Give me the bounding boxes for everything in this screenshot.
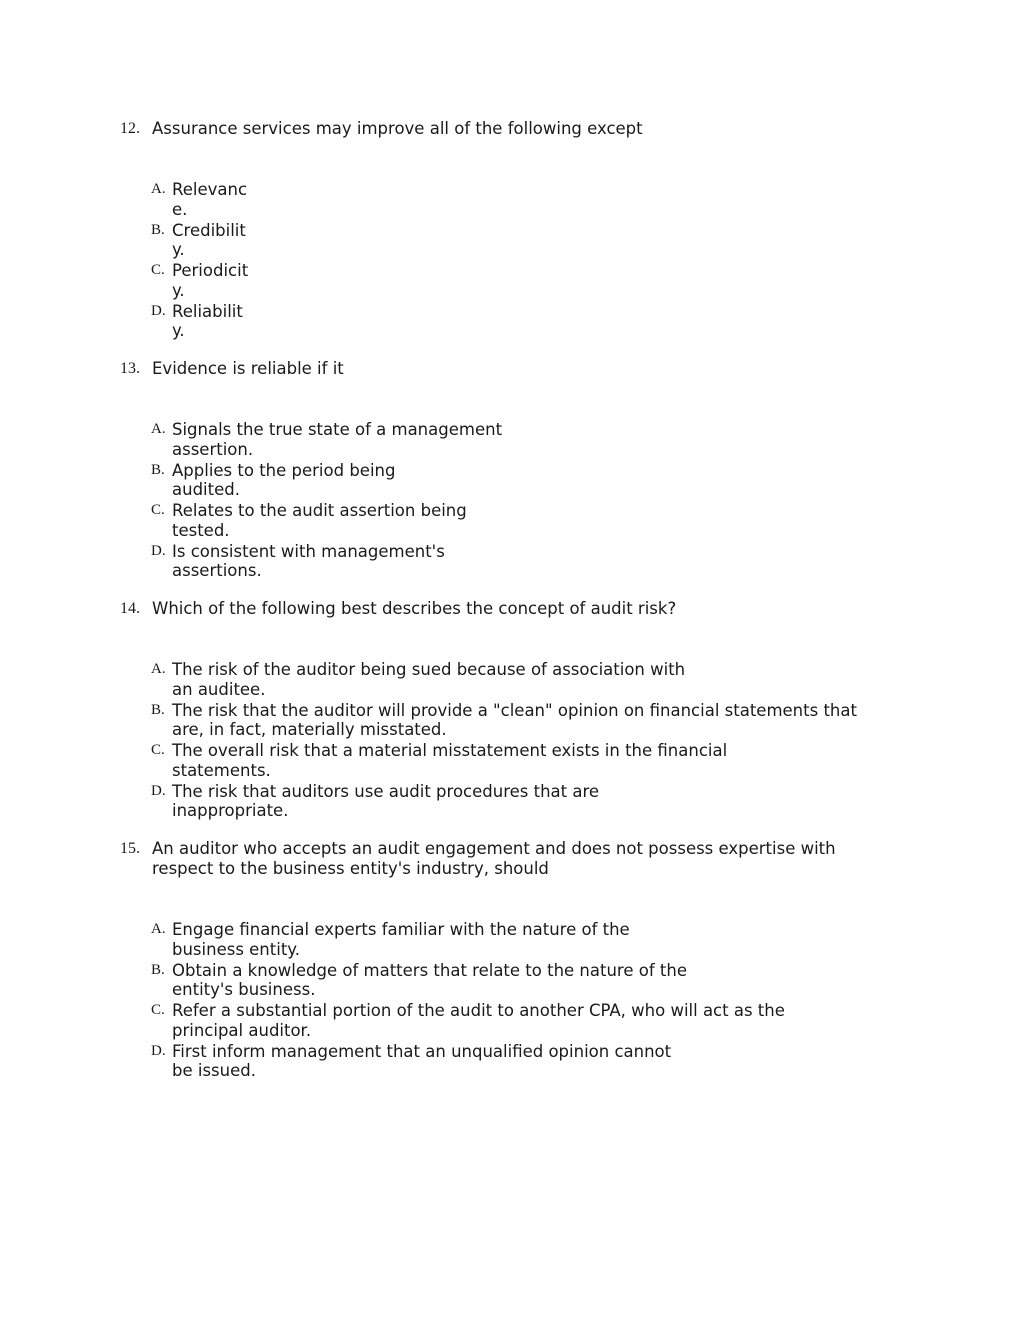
choice-b [151, 221, 880, 260]
choice-text: The overall risk that a material misstatement exists in the financial statements. [172, 741, 728, 780]
choice-text: Applies to the period being audited. [172, 460, 396, 499]
choice-letter: D. [151, 542, 166, 559]
answer-choices [151, 920, 880, 1081]
choice-text: Reliabilit y. [172, 301, 243, 340]
choice-letter: B. [151, 461, 165, 478]
choice-c [151, 741, 880, 780]
choice-b [151, 461, 880, 500]
choice-text: Credibilit y. [172, 220, 246, 259]
choice-a [151, 420, 880, 459]
question-12 [120, 119, 880, 342]
choice-letter: D. [151, 302, 166, 319]
question-13 [120, 359, 880, 582]
choice-text: Engage financial experts familiar with the nature of the business entity. [172, 920, 630, 959]
question-text: Evidence is reliable if it [152, 359, 344, 378]
choice-a [151, 660, 880, 699]
choice-c [151, 261, 880, 300]
question-14 [120, 599, 880, 822]
choice-letter: C. [151, 262, 165, 278]
question-number: 12. [120, 120, 140, 137]
choice-letter: C. [151, 502, 165, 518]
choice-letter: B. [151, 221, 165, 238]
answer-choices [151, 660, 880, 821]
question-text: Assurance services may improve all of the following except [152, 119, 643, 138]
choice-text: Is consistent with management's assertions. [172, 541, 445, 580]
question-stem [120, 599, 880, 619]
answer-choices [151, 420, 880, 581]
question-number: 14. [120, 600, 140, 617]
choice-letter: D. [151, 782, 166, 799]
choice-text: Signals the true state of a management assertion. [172, 420, 503, 459]
choice-c [151, 501, 880, 540]
choice-text: The risk of the auditor being sued because of association with an auditee. [172, 660, 686, 699]
choice-b [151, 961, 880, 1000]
choice-text: First inform management that an unqualified opinion cannot be issued. [172, 1041, 672, 1080]
choice-text: Relates to the audit assertion being tested. [172, 501, 467, 540]
choice-c [151, 1001, 880, 1040]
choice-d [151, 782, 880, 821]
choice-b [151, 701, 880, 740]
choice-letter: A. [151, 921, 166, 937]
choice-d [151, 542, 880, 581]
question-number: 13. [120, 360, 140, 377]
question-stem [120, 119, 880, 139]
choice-text: Obtain a knowledge of matters that relate to the nature of the entity's business. [172, 960, 687, 999]
choice-text: Periodicit y. [172, 261, 249, 300]
choice-text: Relevanc e. [172, 180, 248, 219]
choice-letter: C. [151, 742, 165, 758]
choice-letter: D. [151, 1042, 166, 1059]
choice-letter: A. [151, 181, 166, 197]
choice-letter: B. [151, 961, 165, 978]
choice-text: Refer a substantial portion of the audit to another CPA, who will act as the principal auditor. [172, 1001, 785, 1040]
choice-letter: B. [151, 701, 165, 718]
question-text: An auditor who accepts an audit engagement and does not possess expertise with respect to the business entity's industry, should [152, 839, 836, 878]
choice-a [151, 180, 880, 219]
question-text: Which of the following best describes the concept of audit risk? [152, 599, 677, 618]
choice-letter: A. [151, 661, 166, 677]
question-number: 15. [120, 840, 140, 857]
question-stem [120, 839, 880, 879]
choice-text: The risk that the auditor will provide a "clean" opinion on financial statements that are, in fact, materially misstated. [172, 700, 857, 739]
answer-choices [151, 180, 880, 341]
choice-d [151, 302, 880, 341]
question-stem [120, 359, 880, 379]
choice-text: The risk that auditors use audit procedures that are inappropriate. [172, 781, 600, 820]
choice-a [151, 920, 880, 959]
choice-letter: C. [151, 1002, 165, 1018]
question-15 [120, 839, 880, 1082]
choice-letter: A. [151, 421, 166, 437]
choice-d [151, 1042, 880, 1081]
